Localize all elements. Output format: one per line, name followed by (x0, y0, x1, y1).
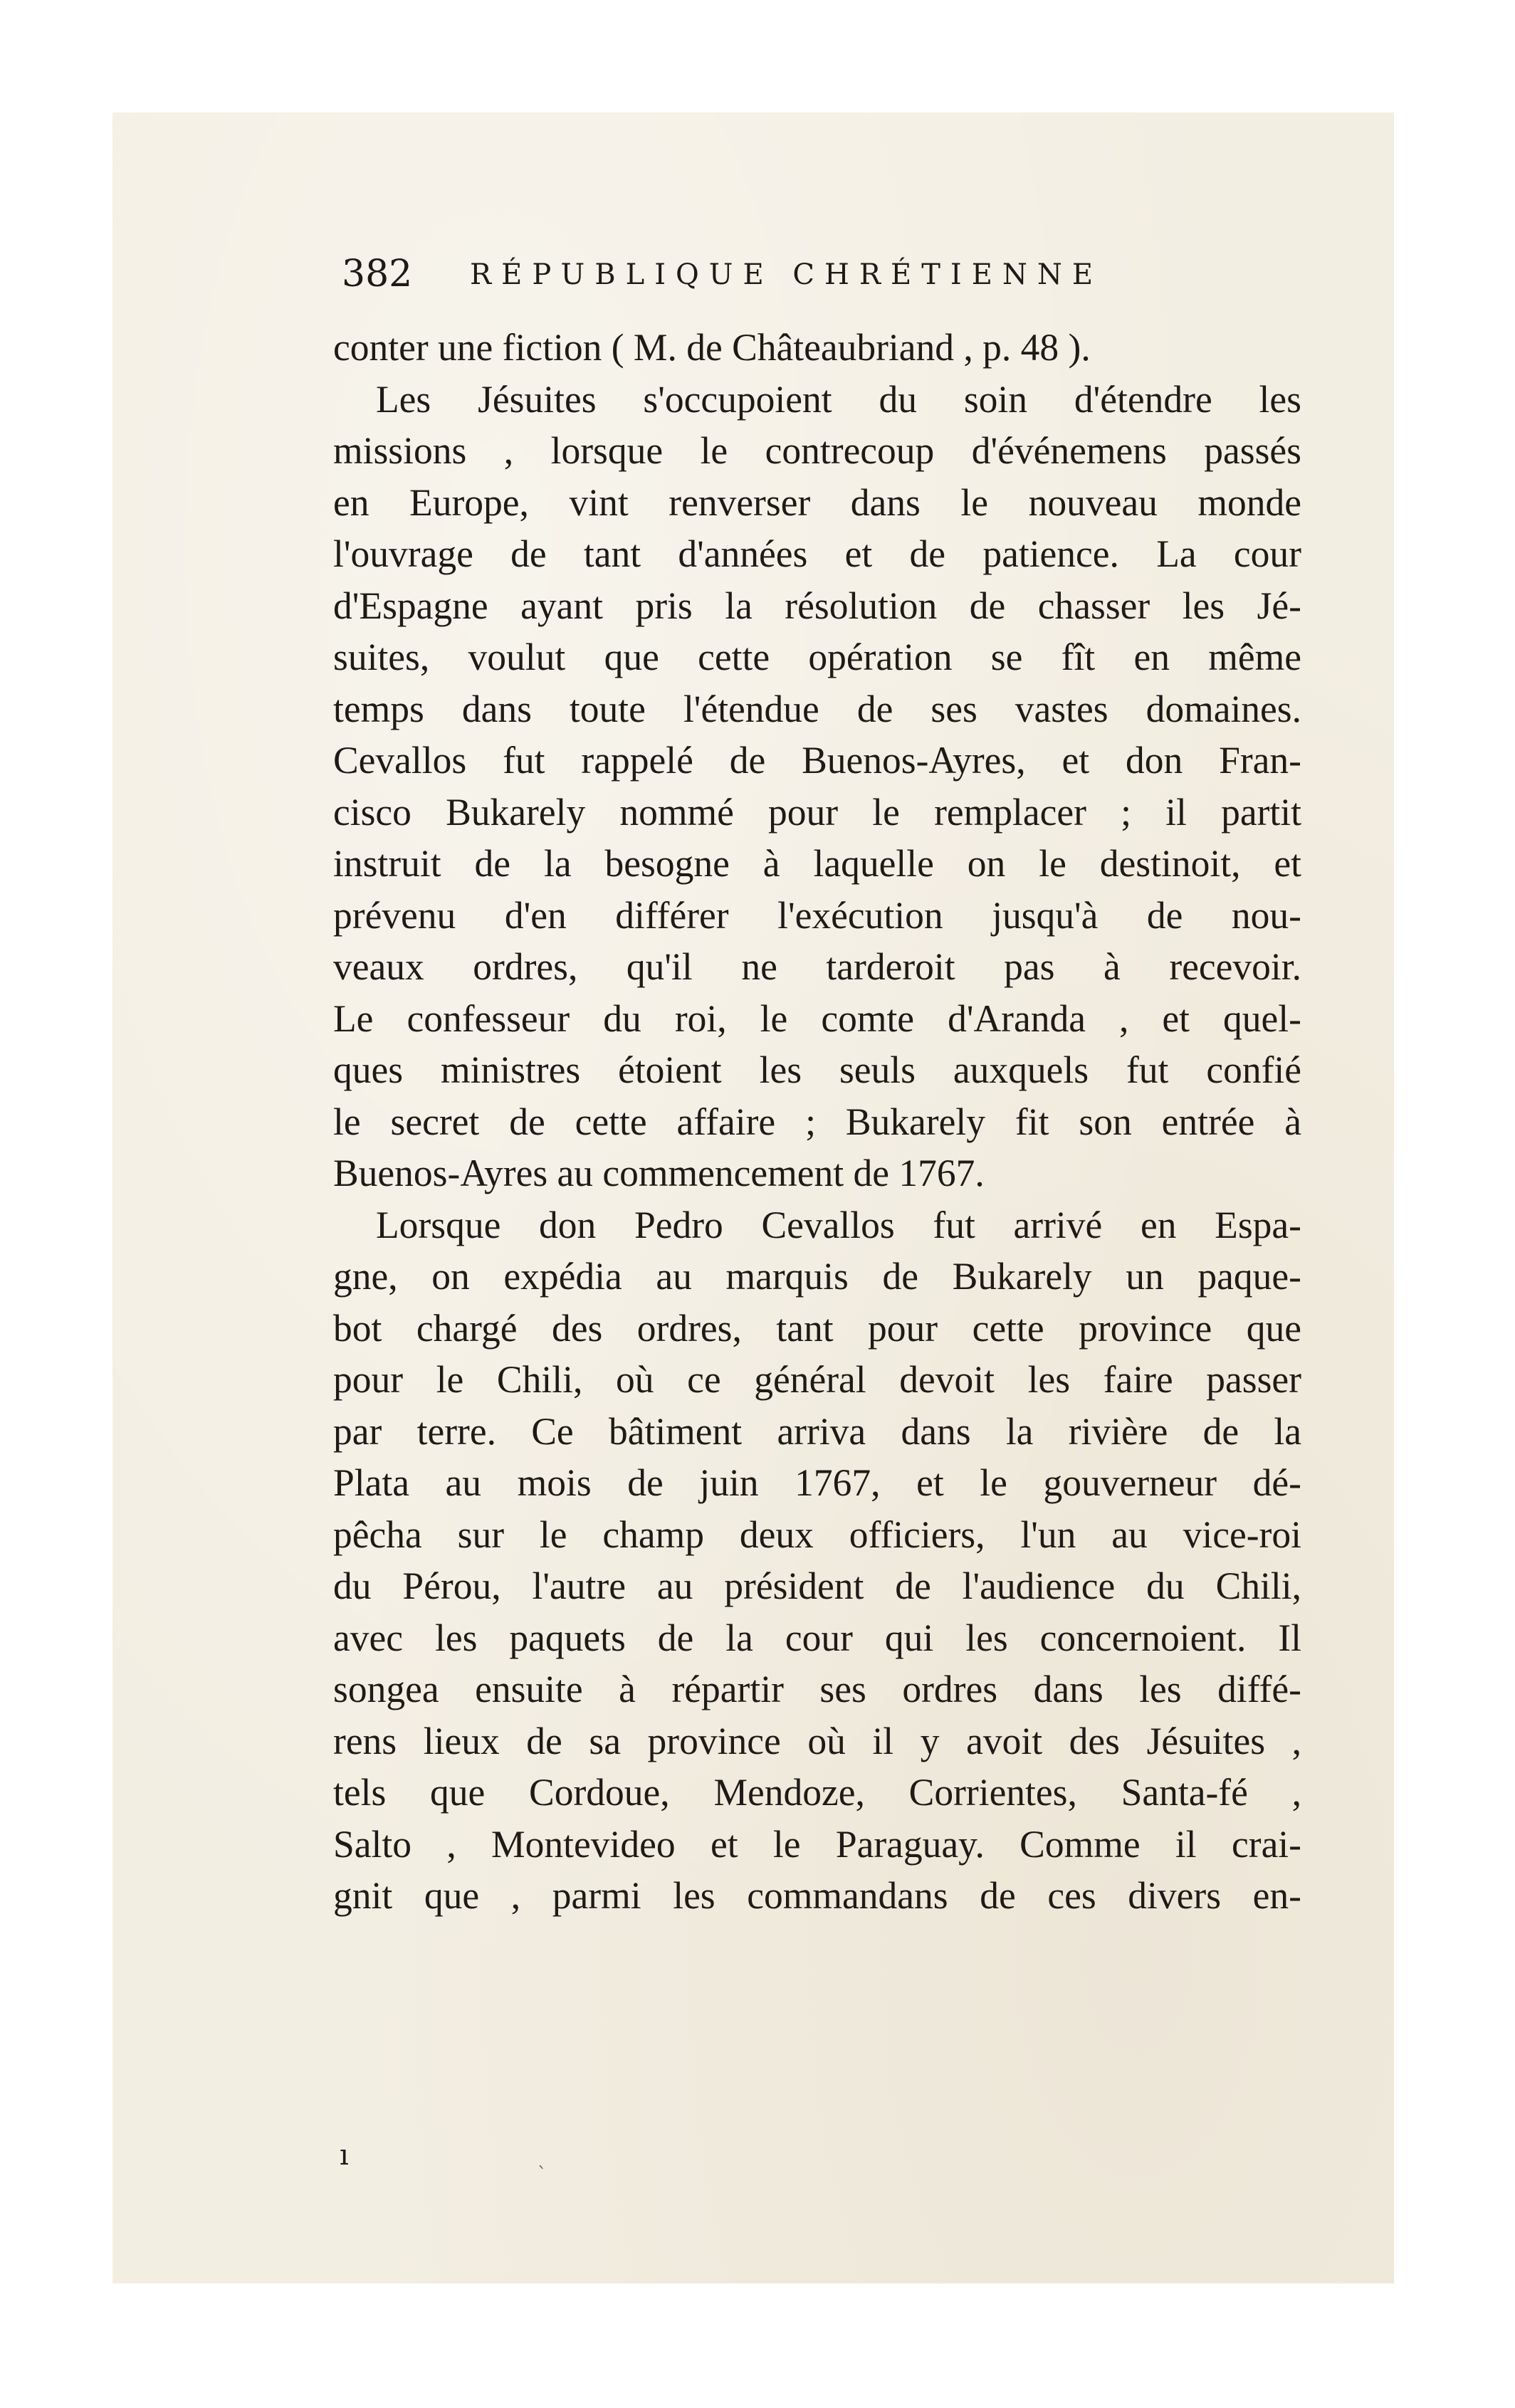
text-line: prévenu d'en différer l'exécution jusqu'à de nou- (333, 893, 1301, 937)
text-line: Buenos-Ayres au commencement de 1767. (333, 1152, 985, 1194)
text-line: cisco Bukarely nommé pour le remplacer ; il partit (333, 790, 1301, 834)
text-line: conter une fiction ( M. de Châteaubriand , p. 48 ). (333, 326, 1091, 369)
text-line: par terre. Ce bâtiment arriva dans la rivière de la (333, 1409, 1301, 1453)
text-line: ques ministres étoient les seuls auxquels fut confié (333, 1048, 1301, 1091)
page-header (342, 249, 1267, 299)
text-line: instruit de la besogne à laquelle on le destinoit, et (333, 842, 1301, 885)
text-line: Lorsque don Pedro Cevallos fut arrivé en Espa- (376, 1203, 1301, 1246)
stray-mark: ` (538, 2164, 547, 2185)
text-line: en Europe, vint renverser dans le nouveau monde (333, 480, 1301, 524)
text-line: gnit que , parmi les commandans de ces divers en- (333, 1874, 1301, 1917)
text-line: tels que Cordoue, Mendoze, Corrientes, Santa-fé , (333, 1771, 1301, 1814)
text-line: pêcha sur le champ deux officiers, l'un au vice-roi (333, 1513, 1301, 1556)
text-line: gne, on expédia au marquis de Bukarely un paque- (333, 1255, 1301, 1298)
text-line: Salto , Montevideo et le Paraguay. Comme il crai- (333, 1822, 1301, 1866)
text-line: temps dans toute l'étendue de ses vastes domaines. (333, 687, 1301, 730)
text-line: avec les paquets de la cour qui les concernoient. Il (333, 1616, 1301, 1659)
text-line: du Pérou, l'autre au président de l'audience du Chili, (333, 1565, 1301, 1607)
page-number: 382 (342, 253, 413, 295)
text-line: bot chargé des ordres, tant pour cette province que (333, 1306, 1301, 1350)
text-line: Plata au mois de juin 1767, et le gouverneur dé- (333, 1461, 1301, 1504)
text-line: rens lieux de sa province où il y avoit des Jésuites , (333, 1719, 1301, 1762)
running-title: RÉPUBLIQUE CHRÉTIENNE (470, 258, 1104, 291)
text-line: d'Espagne ayant pris la résolution de chasser les Jé- (333, 584, 1301, 627)
text-line: le secret de cette affaire ; Bukarely fit son entrée à (333, 1100, 1301, 1143)
text-line: Le confesseur du roi, le comte d'Aranda , et quel- (333, 997, 1301, 1040)
text-line: veaux ordres, qu'il ne tarderoit pas à recevoir. (333, 945, 1301, 988)
text-line: Les Jésuites s'occupoient du soin d'étendre les (376, 377, 1301, 421)
text-line: songea ensuite à répartir ses ordres dans les diffé- (333, 1668, 1301, 1710)
text-line: pour le Chili, où ce général devoit les faire passer (333, 1358, 1301, 1401)
stray-mark: ı (340, 2139, 349, 2172)
text-line: missions , lorsque le contrecoup d'événemens passés (333, 429, 1301, 472)
text-line: suites, voulut que cette opération se fît en même (333, 636, 1301, 678)
body-text (333, 322, 1301, 1922)
text-line: Cevallos fut rappelé de Buenos-Ayres, et don Fran- (333, 739, 1301, 782)
text-line: l'ouvrage de tant d'années et de patience. La cour (333, 532, 1301, 575)
